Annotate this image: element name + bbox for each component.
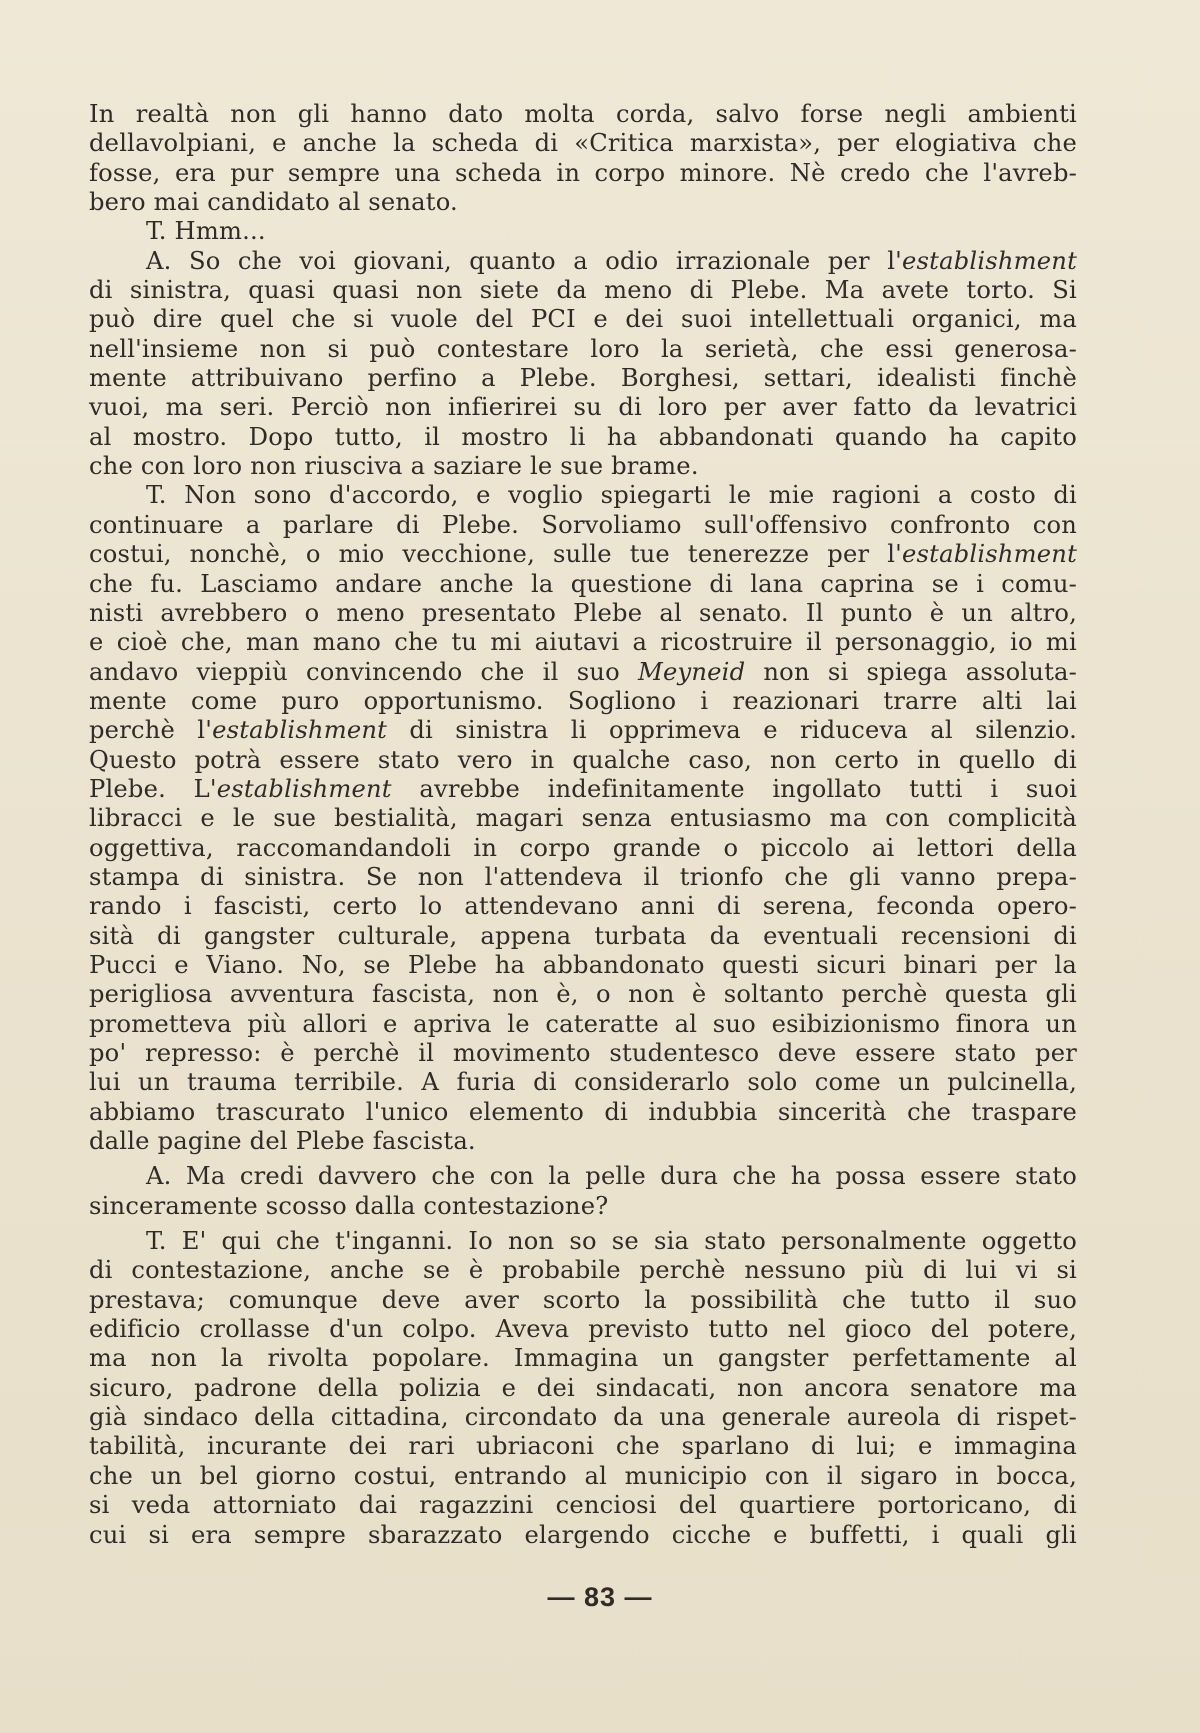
text-line: Plebe. L'establishment avrebbe indefinitamente ingollato tutti i suoi xyxy=(89,774,1078,803)
text-line: tabilità, incurante dei rari ubriaconi che sparlano di lui; e immagina xyxy=(89,1432,1077,1461)
text-line: continuare a parlare di Plebe. Sorvoliamo sull'offensivo confronto con xyxy=(89,510,1077,539)
text-line: di sinistra, quasi quasi non siete da meno di Plebe. Ma avete torto. Si xyxy=(89,276,1077,305)
text-line: al mostro. Dopo tutto, il mostro li ha abbandonati quando ha capito xyxy=(89,422,1077,451)
text-line: prestava; comunque deve aver scorto la possibilità che tutto il suo xyxy=(89,1285,1077,1314)
text-line: Pucci e Viano. No, se Plebe ha abbandonato questi sicuri binari per la xyxy=(89,950,1077,979)
text-line: po' represso: è perchè il movimento studentesco deve essere stato per xyxy=(89,1039,1077,1067)
page-number: — 83 — xyxy=(547,1582,653,1612)
text-line: che con loro non riusciva a saziare le sue brame. xyxy=(89,452,699,481)
text-line: che fu. Lasciamo andare anche la questione di lana caprina se i comu- xyxy=(89,569,1077,598)
text-line: costui, nonchè, o mio vecchione, sulle tue tenerezze per l'establishment xyxy=(89,540,1077,569)
text-line: A. So che voi giovani, quanto a odio irrazionale per l'establishment xyxy=(146,246,1077,275)
text-line: mente come puro opportunismo. Sogliono i reazionari trarre alti lai xyxy=(89,686,1077,715)
text-line: oggettiva, raccomandandoli in corpo grande o piccolo ai lettori della xyxy=(89,833,1077,862)
text-line: In realtà non gli hanno dato molta corda, salvo forse negli ambienti xyxy=(89,100,1077,128)
text-line: sicuro, padrone della polizia e dei sindacati, non ancora senatore ma xyxy=(89,1373,1077,1402)
text-line: T. Non sono d'accordo, e voglio spiegarti le mie ragioni a costo di xyxy=(146,481,1077,510)
text-line: dalle pagine del Plebe fascista. xyxy=(89,1127,476,1156)
text-line: ma non la rivolta popolare. Immagina un gangster perfettamente al xyxy=(89,1344,1077,1373)
text-line: che un bel giorno costui, entrando al municipio con il sigaro in bocca, xyxy=(89,1461,1077,1490)
italic-term: establishment xyxy=(902,540,1077,569)
text-line: perigliosa avventura fascista, non è, o non è soltanto perchè questa gli xyxy=(89,980,1077,1009)
text-line: T. Hmm... xyxy=(146,217,266,246)
text-line: abbiamo trascurato l'unico elemento di indubbia sincerità che traspare xyxy=(89,1097,1077,1126)
italic-term: establishment xyxy=(212,716,388,745)
italic-term: establishment xyxy=(902,246,1077,275)
text-line: già sindaco della cittadina, circondato da una generale aureola di rispet- xyxy=(89,1403,1077,1432)
italic-term: establishment xyxy=(216,774,392,803)
text-line: andavo vieppiù convincendo che il suo Meyneid non si spiega assoluta- xyxy=(89,657,1077,686)
text-line: può dire quel che si vuole del PCI e dei suoi intellettuali organici, ma xyxy=(89,305,1077,334)
text-line: sinceramente scosso dalla contestazione? xyxy=(89,1191,609,1220)
text-line: di contestazione, anche se è probabile perchè nessuno più di lui vi si xyxy=(89,1256,1077,1285)
text-line: lui un trauma terribile. A furia di considerarlo solo come un pulcinella, xyxy=(89,1068,1077,1097)
text-line: T. E' qui che t'inganni. Io non so se sia stato personalmente oggetto xyxy=(146,1227,1077,1256)
text-line: A. Ma credi davvero che con la pelle dura che ha possa essere stato xyxy=(146,1162,1077,1191)
body-text xyxy=(89,100,1077,1550)
text-line: vuoi, ma seri. Perciò non infierirei su di loro per aver fatto da levatrici xyxy=(89,393,1077,422)
text-line: si veda attorniato dai ragazzini cenciosi del quartiere portoricano, di xyxy=(89,1491,1077,1520)
text-line: nisti avrebbero o meno presentato Plebe al senato. Il punto è un altro, xyxy=(89,598,1077,627)
text-line: nell'insieme non si può contestare loro la serietà, che essi generosa- xyxy=(89,334,1077,363)
text-line: cui si era sempre sbarazzato elargendo cicche e buffetti, i quali gli xyxy=(89,1520,1077,1549)
text-line: perchè l'establishment di sinistra li opprimeva e riduceva al silenzio. xyxy=(89,716,1078,745)
text-line: prometteva più allori e apriva le cateratte al suo esibizionismo finora un xyxy=(89,1009,1077,1038)
text-line: rando i fascisti, certo lo attendevano anni di serena, feconda opero- xyxy=(89,892,1077,921)
text-line: dellavolpiani, e anche la scheda di «Critica marxista», per elogiativa che xyxy=(89,129,1077,158)
italic-term: Meyneid xyxy=(638,657,746,686)
text-line: libracci e le sue bestialità, magari senza entusiasmo ma con complicità xyxy=(89,804,1077,833)
text-line: Questo potrà essere stato vero in qualche caso, non certo in quello di xyxy=(89,745,1077,774)
text-line: mente attribuivano perfino a Plebe. Borghesi, settari, idealisti finchè xyxy=(89,364,1077,393)
text-line: sità di gangster culturale, appena turbata da eventuali recensioni di xyxy=(89,921,1077,950)
text-line: stampa di sinistra. Se non l'attendeva il trionfo che gli vanno prepa- xyxy=(89,862,1077,891)
text-line: edificio crollasse d'un colpo. Aveva previsto tutto nel gioco del potere, xyxy=(89,1315,1077,1344)
text-line: e cioè che, man mano che tu mi aiutavi a ricostruire il personaggio, io mi xyxy=(89,628,1077,657)
text-line: fosse, era pur sempre una scheda in corpo minore. Nè credo che l'avreb- xyxy=(89,158,1077,187)
text-line: bero mai candidato al senato. xyxy=(89,188,458,217)
